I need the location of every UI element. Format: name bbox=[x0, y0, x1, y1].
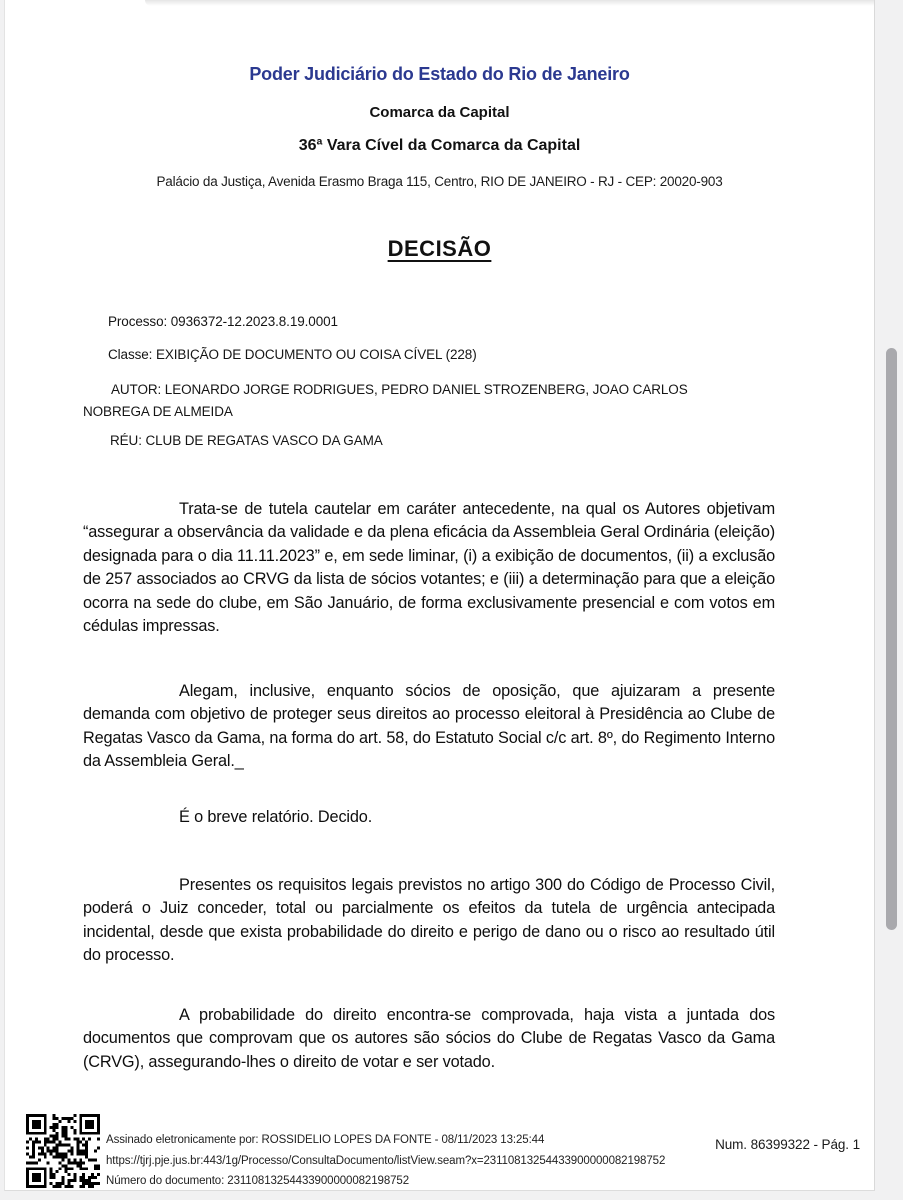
case-defendant: RÉU: CLUB DE REGATAS VASCO DA GAMA bbox=[110, 433, 383, 448]
court-address: Palácio da Justiça, Avenida Erasmo Braga 115, Centro, RIO DE JANEIRO - RJ - CEP: 20020-903 bbox=[156, 174, 723, 189]
page-number-label: Num. 86399322 - Pág. 1 bbox=[715, 1137, 860, 1152]
signature-line: Assinado eletronicamente por: ROSSIDELIO LOPES DA FONTE - 08/11/2023 13:25:44 bbox=[106, 1134, 545, 1146]
body-paragraph-1: Trata-se de tutela cautelar em caráter antecedente, na qual os Autores objetivam “assegurar a observância da validade e da plena eficácia da Assembleia Geral Ordinária (eleição) designada para o dia 11.11.2023” e, em sede liminar, (i) a exibição de documentos, (ii) a exclusão de 257 associados ao CRVG da lista de sócios votantes; e (iii) a determinação para que a eleição ocorra na sede do clube, em São Januário, de forma exclusivamente presencial e com votos em cédulas impressas. bbox=[83, 500, 775, 636]
body-paragraph-3: É o breve relatório. Decido. bbox=[179, 808, 373, 826]
court-division: 36ª Vara Cível da Comarca da Capital bbox=[298, 137, 581, 154]
court-name: Poder Judiciário do Estado do Rio de Janeiro bbox=[249, 64, 630, 84]
qr-code-svg bbox=[26, 1114, 100, 1188]
case-class: Classe: EXIBIÇÃO DE DOCUMENTO OU COISA CÍVEL (228) bbox=[108, 347, 477, 362]
court-district: Comarca da Capital bbox=[369, 104, 510, 121]
body-paragraph-4: Presentes os requisitos legais previstos no artigo 300 do Código de Processo Civil, poderá o Juiz conceder, total ou parcialmente os efeitos da tutela de urgência antecipada incidental, desde que exista probabilidade do direito e perigo de dano ou o risco ao resultado útil do processo. bbox=[83, 876, 775, 965]
document-number: Número do documento: 23110813254433900000082198752 bbox=[106, 1175, 409, 1188]
case-number: Processo: 0936372-12.2023.8.19.0001 bbox=[108, 314, 338, 329]
body-paragraph-2: Alegam, inclusive, enquanto sócios de oposição, que ajuizaram a presente demanda com objetivo de proteger seus direitos ao processo eleitoral à Presidência ao Clube de Regatas Vasco da Gama, na forma do art. 58, do Estatuto Social c/c art. 8º, do Regimento Interno da Assembleia Geral._ bbox=[83, 682, 775, 771]
qr-code-icon bbox=[26, 1114, 100, 1188]
case-plaintiffs: AUTOR: LEONARDO JORGE RODRIGUES, PEDRO DANIEL STROZENBERG, JOAO CARLOS NOBREGA DE ALMEIDA bbox=[83, 382, 688, 419]
body-paragraph-5: A probabilidade do direito encontra-se comprovada, haja vista a juntada dos documentos que comprovam que os autores são sócios do Clube de Regatas Vasco da Gama (CRVG), assegurando-lhes o direito de votar e ser votado. bbox=[83, 1006, 775, 1071]
document-url: https://tjrj.pje.jus.br:443/1g/Processo/ConsultaDocumento/listView.seam?x=23110813254433900000082198752 bbox=[106, 1154, 666, 1167]
document-title: DECISÃO bbox=[387, 236, 492, 261]
document-page bbox=[4, 0, 875, 1191]
signature-block bbox=[106, 1130, 786, 1192]
scrollbar-thumb[interactable] bbox=[886, 348, 897, 930]
